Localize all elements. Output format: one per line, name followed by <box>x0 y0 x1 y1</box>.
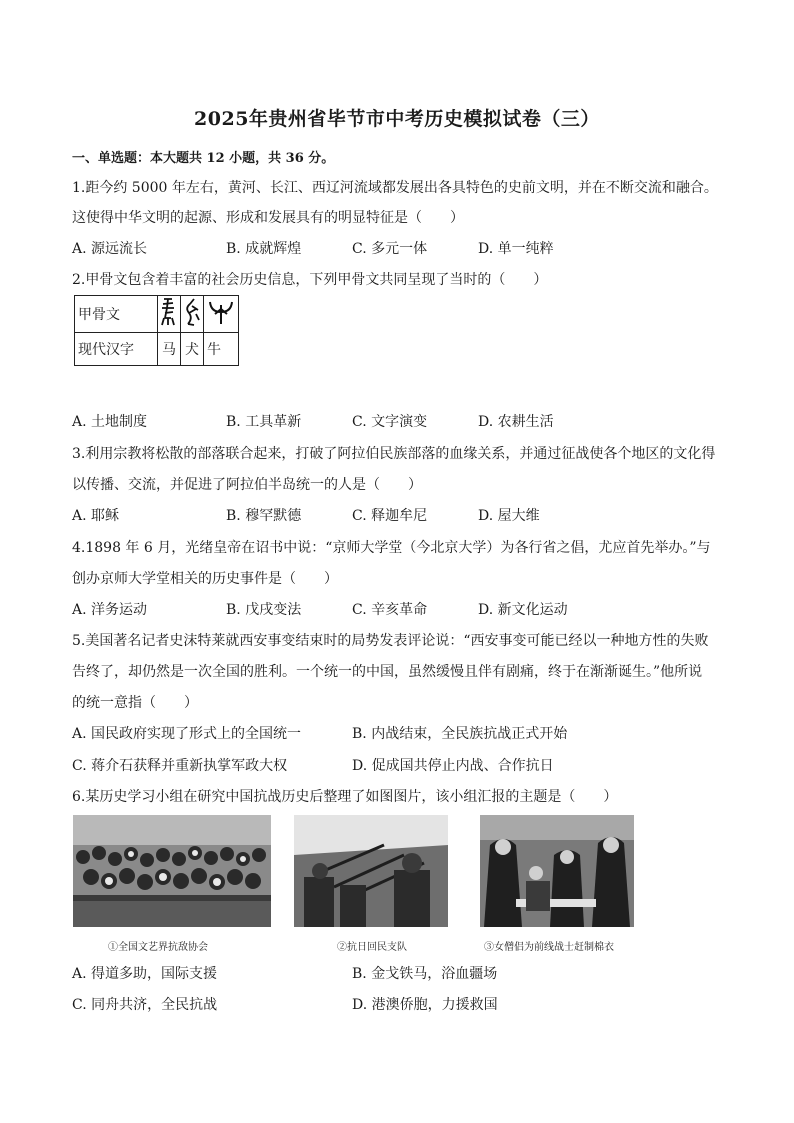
q2-option-d[interactable]: D. 农耕生活 <box>478 414 554 430</box>
photo-caption-2: ②抗日回民支队 <box>337 942 407 953</box>
photo-nuns-sewing <box>480 815 634 927</box>
q1-stem-line1: 1.距今约 5000 年左右，黄河、长江、西辽河流域都发展出各具特色的史前文明，并在不断交流和融合。 <box>72 180 718 196</box>
q2-option-c[interactable]: C. 文字演变 <box>352 414 428 430</box>
photo-literary-association <box>73 815 271 927</box>
q3-stem-line2: 以传播、交流，并促进了阿拉伯半岛统一的人是（ ） <box>72 477 422 493</box>
q5-option-d[interactable]: D. 促成国共停止内战、合作抗日 <box>352 758 554 774</box>
q1-option-b[interactable]: B. 成就辉煌 <box>226 241 302 257</box>
oracle-dog-glyph-icon <box>181 296 204 333</box>
modern-char-dog: 犬 <box>181 333 204 366</box>
section-heading: 一、单选题：本大题共 12 小题，共 36 分。 <box>72 151 335 166</box>
q6-option-c[interactable]: C. 同舟共济，全民抗战 <box>72 997 218 1013</box>
oracle-horse-glyph-icon <box>158 296 181 333</box>
oracle-bone-table <box>74 295 239 366</box>
q3-option-b[interactable]: B. 穆罕默德 <box>226 508 302 524</box>
q2-option-b[interactable]: B. 工具革新 <box>226 414 302 430</box>
q4-option-a[interactable]: A. 洋务运动 <box>72 602 148 618</box>
q4-option-c[interactable]: C. 辛亥革命 <box>352 602 428 618</box>
oracle-row-label: 甲骨文 <box>75 296 158 333</box>
q1-option-a[interactable]: A. 源远流长 <box>72 241 148 257</box>
q2-option-a[interactable]: A. 土地制度 <box>72 414 148 430</box>
q3-option-d[interactable]: D. 屋大维 <box>478 508 540 524</box>
photo-caption-1: ①全国文艺界抗敌协会 <box>108 942 208 953</box>
q2-stem-line1: 2.甲骨文包含着丰富的社会历史信息，下列甲骨文共同呈现了当时的（ ） <box>72 272 548 288</box>
q6-stem-line1: 6.某历史学习小组在研究中国抗战历史后整理了如图图片，该小组汇报的主题是（ ） <box>72 789 618 805</box>
modern-row-label: 现代汉字 <box>75 333 158 366</box>
q6-option-a[interactable]: A. 得道多助，国际支援 <box>72 966 218 982</box>
q5-stem-line1: 5.美国著名记者史沫特莱就西安事变结束时的局势发表评论说：“西安事变可能已经以一种地方性的失败 <box>72 633 709 649</box>
modern-char-horse: 马 <box>158 333 181 366</box>
q5-stem-line3: 的统一意指（ ） <box>72 695 198 711</box>
q3-stem-line1: 3.利用宗教将松散的部落联合起来，打破了阿拉伯民族部落的血缘关系，并通过征战使各个地区的文化得 <box>72 446 716 462</box>
q1-stem-line2: 这使得中华文明的起源、形成和发展具有的明显特征是（ ） <box>72 210 464 226</box>
q6-option-b[interactable]: B. 金戈铁马，浴血疆场 <box>352 966 498 982</box>
q1-option-d[interactable]: D. 单一纯粹 <box>478 241 554 257</box>
q5-option-b[interactable]: B. 内战结束，全民族抗战正式开始 <box>352 726 568 742</box>
q4-option-d[interactable]: D. 新文化运动 <box>478 602 568 618</box>
q6-option-d[interactable]: D. 港澳侨胞，力援救国 <box>352 997 498 1013</box>
q3-option-c[interactable]: C. 释迦牟尼 <box>352 508 428 524</box>
q4-option-b[interactable]: B. 戊戌变法 <box>226 602 302 618</box>
q4-stem-line1: 4.1898 年 6 月，光绪皇帝在诏书中说：“京师大学堂（今北京大学）为各行省之倡，尤应首先举办。”与 <box>72 540 711 556</box>
page-title: 2025年贵州省毕节市中考历史模拟试卷（三） <box>194 108 600 130</box>
modern-char-ox: 牛 <box>204 333 239 366</box>
photo-hui-detachment <box>294 815 448 927</box>
oracle-ox-glyph-icon <box>204 296 239 333</box>
q1-option-c[interactable]: C. 多元一体 <box>352 241 428 257</box>
q3-option-a[interactable]: A. 耶稣 <box>72 508 120 524</box>
q5-stem-line2: 告终了，却仍然是一次全国的胜利。一个统一的中国，虽然缓慢且伴有剧痛，终于在渐渐诞生。”他所说 <box>72 664 703 680</box>
photo-caption-3: ③女僧侣为前线战士赶制棉衣 <box>484 942 614 953</box>
q5-option-c[interactable]: C. 蒋介石获释并重新执掌军政大权 <box>72 758 288 774</box>
q4-stem-line2: 创办京师大学堂相关的历史事件是（ ） <box>72 571 338 587</box>
q5-option-a[interactable]: A. 国民政府实现了形式上的全国统一 <box>72 726 302 742</box>
